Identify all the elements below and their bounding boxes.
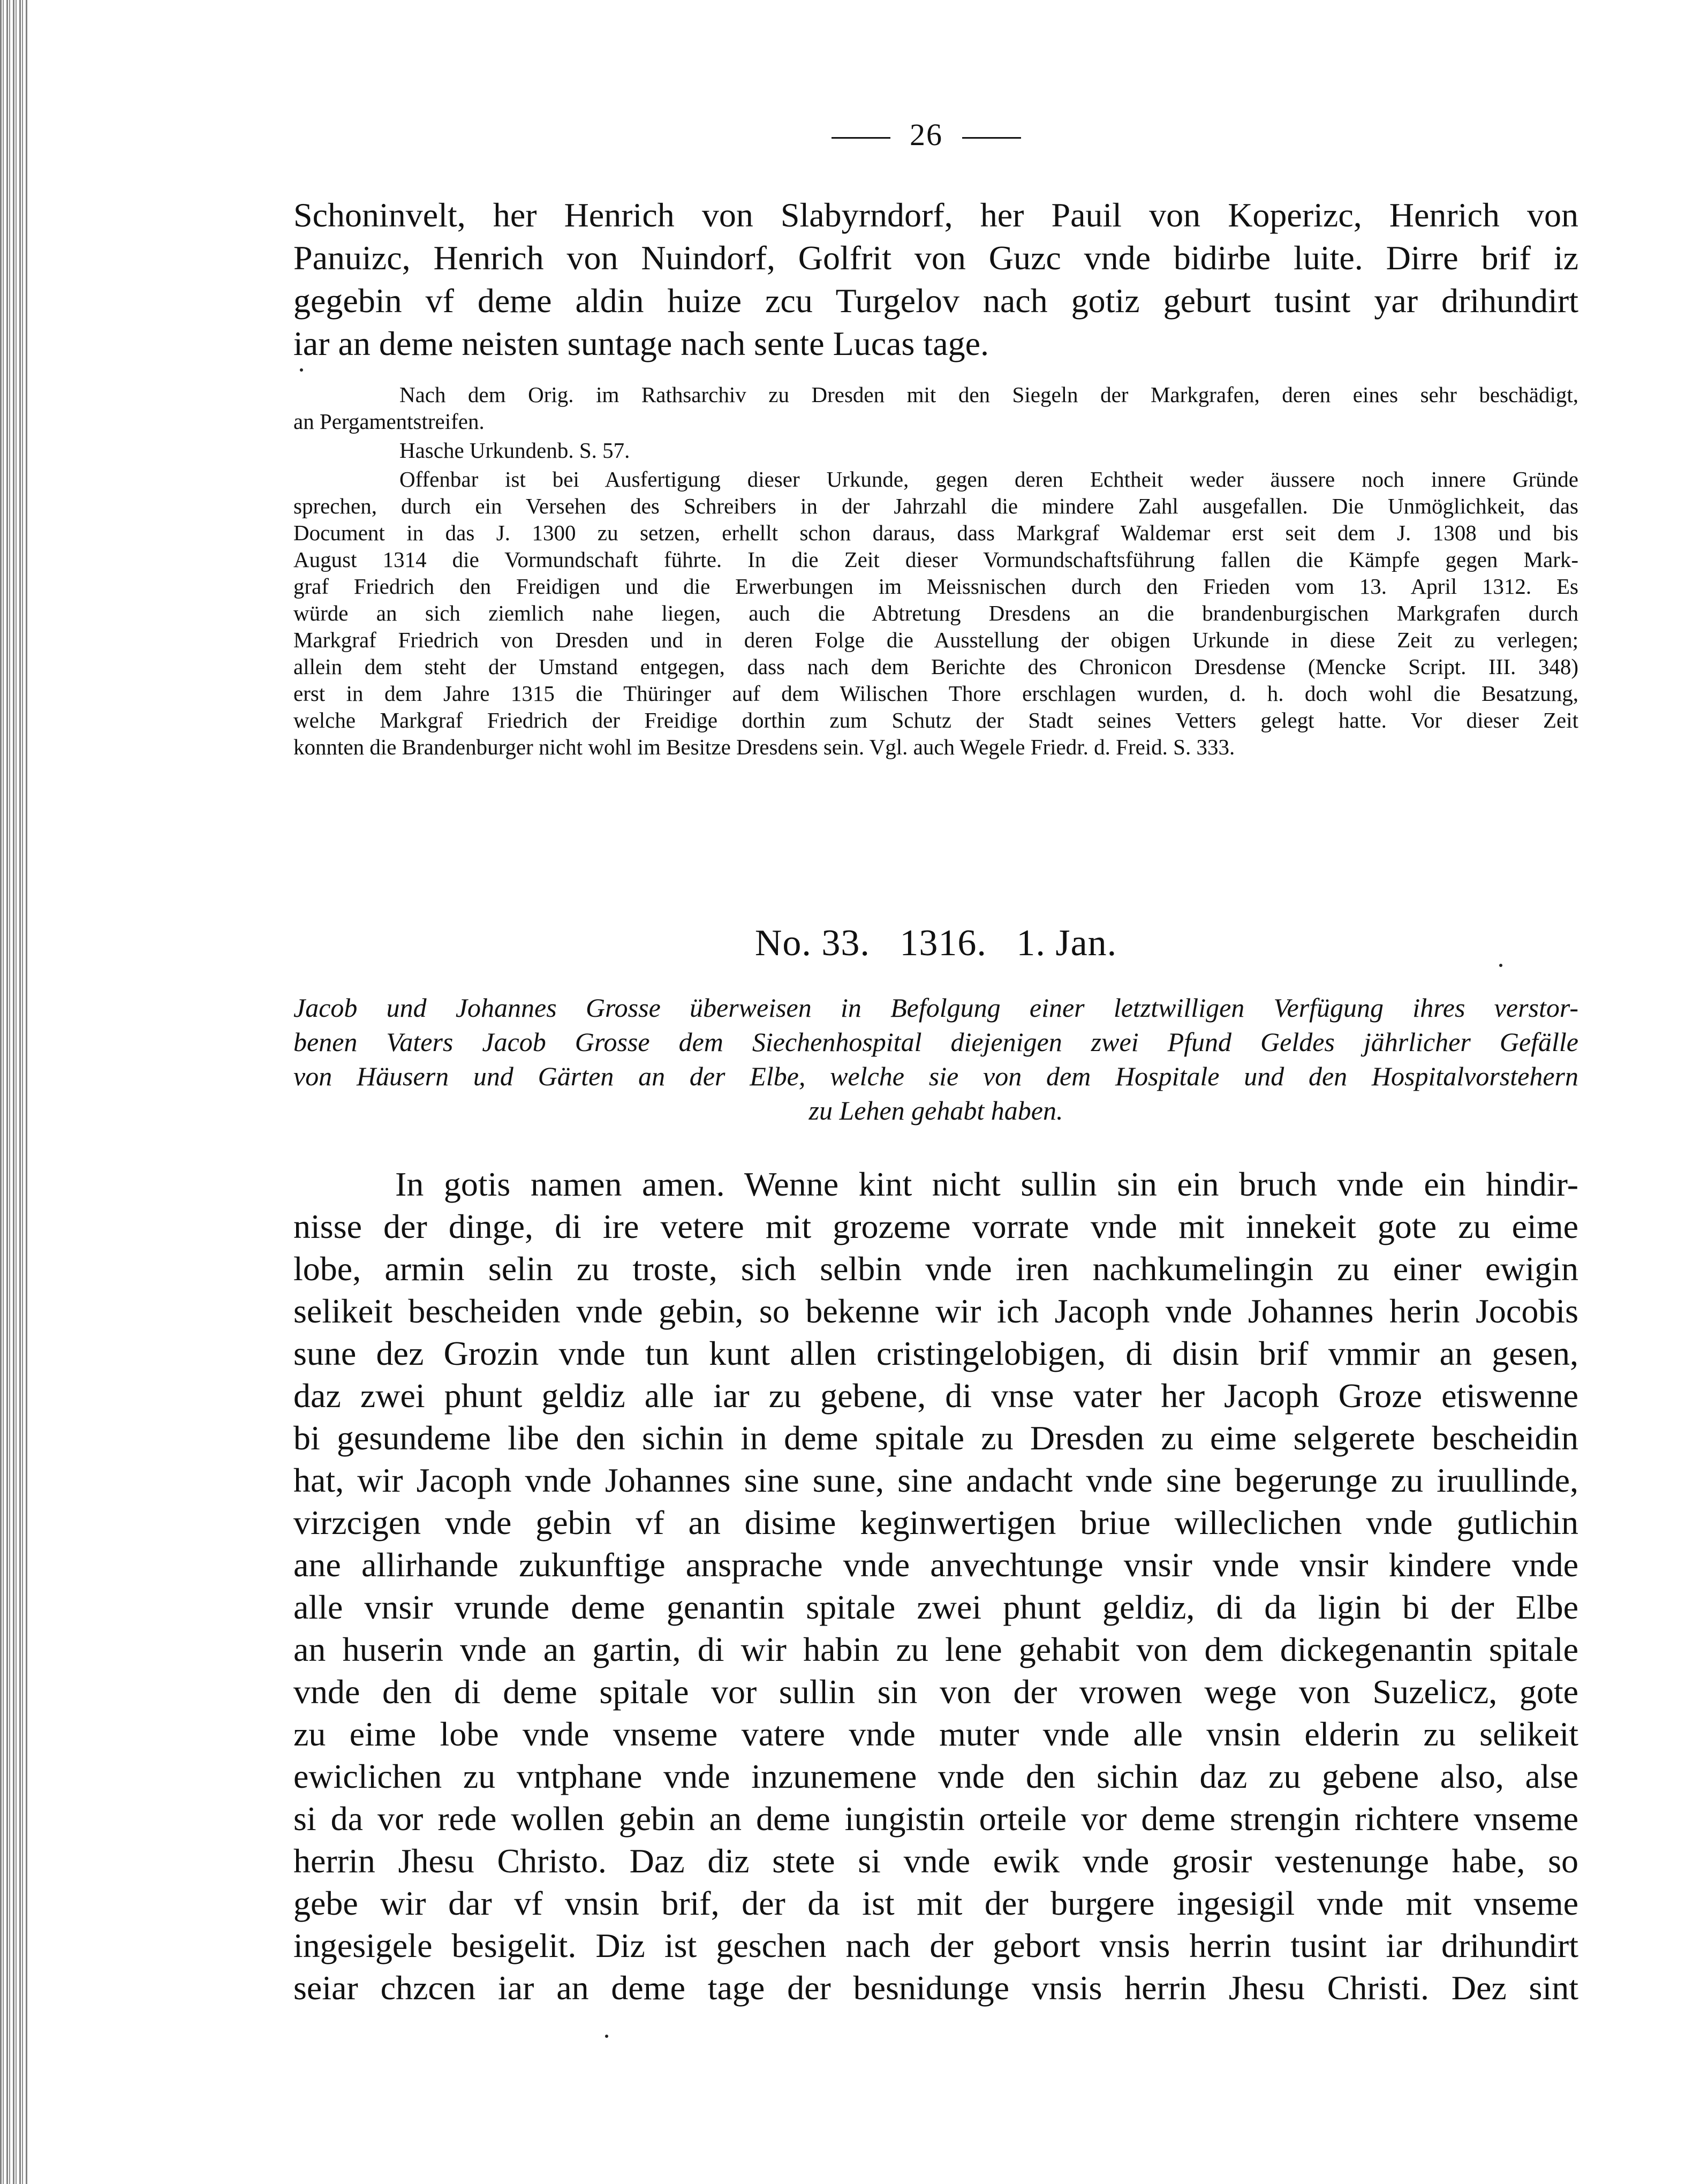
regest-line: Jacob und Johannes Grosse überweisen in Befolgung einer letztwilligen Verfügung ihres verstor- bbox=[293, 993, 1578, 1023]
page-number bbox=[776, 117, 1076, 153]
body-line: hat, wir Jacoph vnde Johannes sine sune, sine andacht vnde sine begerunge zu iruullinde, bbox=[293, 1461, 1578, 1499]
commentary-line: Markgraf Friedrich von Dresden und in deren Folge die Ausstellung der obigen Urkunde in diese Zeit zu verlegen; bbox=[293, 628, 1578, 652]
document-regest bbox=[293, 991, 1578, 1128]
regest-line: benen Vaters Jacob Grosse dem Siechenhospital diejenigen zwei Pfund Geldes jährlicher Gefälle bbox=[293, 1027, 1578, 1057]
document-heading: No. 33. 1316. 1. Jan. bbox=[754, 923, 1117, 964]
regest-line: zu Lehen gehabt haben. bbox=[808, 1095, 1063, 1125]
commentary-line: Offenbar ist bei Ausfertigung dieser Urkunde, gegen deren Echtheit weder äussere noch innere Gründe bbox=[399, 467, 1578, 492]
text-line: iar an deme neisten suntage nach sente Lucas tage. bbox=[293, 324, 989, 362]
regest-line: von Häusern und Gärten an der Elbe, welche sie von dem Hospitale und den Hospitalvorstehern bbox=[293, 1061, 1578, 1091]
commentary-line: erst in dem Jahre 1315 die Thüringer auf dem Wilischen Thore erschlagen wurden, d. h. doch wohl die Besatzung, bbox=[293, 681, 1578, 706]
body-line: vnde den di deme spitale vor sullin sin von der vrowen wege von Suzelicz, gote bbox=[293, 1673, 1578, 1711]
text-line: Schoninvelt, her Henrich von Slabyrndorf, her Pauil von Koperizc, Henrich von bbox=[293, 196, 1578, 234]
body-line: seiar chzcen iar an deme tage der besnidunge vnsis herrin Jhesu Christi. Dez sint bbox=[293, 1969, 1578, 2007]
print-speck bbox=[1499, 964, 1502, 967]
reference-note: Hasche Urkundenb. S. 57. bbox=[399, 438, 630, 463]
body-line: si da vor rede wollen gebin an deme iungistin orteile vor deme strengin richtere vnseme bbox=[293, 1800, 1578, 1838]
body-line: an huserin vnde an gartin, di wir habin zu lene gehabit von dem dickegenantin spitale bbox=[293, 1630, 1578, 1668]
text-line: Panuizc, Henrich von Nuindorf, Golfrit von Guzc vnde bidirbe luite. Dirre brif iz bbox=[293, 239, 1578, 277]
source-note-line: Nach dem Orig. im Rathsarchiv zu Dresden mit den Siegeln der Markgrafen, deren eines sehr beschädigt, bbox=[399, 382, 1578, 407]
commentary-line: welche Markgraf Friedrich der Freidige dorthin zum Schutz der Stadt seines Vetters gelegt hatte. Vor dieser Zeit bbox=[293, 708, 1578, 732]
book-binding-edge bbox=[0, 0, 28, 2184]
body-line: selikeit bescheiden vnde gebin, so bekenne wir ich Jacoph vnde Johannes herin Jocobis bbox=[293, 1292, 1578, 1330]
body-line: lobe, armin selin zu troste, sich selbin vnde iren nachkumelingin zu einer ewigin bbox=[293, 1250, 1578, 1288]
document-body bbox=[293, 1163, 1578, 2009]
body-line: In gotis namen amen. Wenne kint nicht sullin sin ein bruch vnde ein hindir- bbox=[395, 1165, 1578, 1203]
page-number-value: 26 bbox=[910, 117, 943, 152]
body-line: ingesigele besigelit. Diz ist geschen nach der gebort vnsis herrin tusint iar drihundirt bbox=[293, 1926, 1578, 1964]
commentary-line: konnten die Brandenburger nicht wohl im Besitze Dresdens sein. Vgl. auch Wegele Friedr. d. Freid. S. 333. bbox=[293, 735, 1235, 759]
page-number-dash-right bbox=[962, 137, 1021, 139]
commentary-line: sprechen, durch ein Versehen des Schreibers in der Jahrzahl die mindere Zahl ausgefallen. Die Unmöglichkeit, das bbox=[293, 494, 1578, 518]
commentary-line: allein dem steht der Umstand entgegen, dass nach dem Berichte des Chronicon Dresdense (Mencke Script. III. 348) bbox=[293, 654, 1578, 679]
body-line: alle vnsir vrunde deme genantin spitale zwei phunt geldiz, di da ligin bi der Elbe bbox=[293, 1588, 1578, 1626]
body-line: zu eime lobe vnde vnseme vatere vnde muter vnde alle vnsin elderin zu selikeit bbox=[293, 1715, 1578, 1753]
body-line: ane allirhande zukunftige ansprache vnde anvechtunge vnsir vnde vnsir kindere vnde bbox=[293, 1546, 1578, 1584]
commentary-line: graf Friedrich den Freidigen und die Erwerbungen im Meissnischen durch den Frieden vom 13. April 1312. Es bbox=[293, 574, 1578, 599]
print-speck bbox=[300, 368, 303, 372]
print-speck bbox=[605, 2035, 608, 2038]
commentary-line: würde an sich ziemlich nahe liegen, auch die Abtretung Dresdens an die brandenburgischen Markgrafen durch bbox=[293, 601, 1578, 625]
commentary-line: Document in das J. 1300 zu setzen, erhellt schon daraus, dass Markgraf Waldemar erst seit dem J. 1308 und bis bbox=[293, 520, 1578, 545]
text-line: gegebin vf deme aldin huize zcu Turgelov nach gotiz geburt tusint yar drihundirt bbox=[293, 282, 1578, 320]
body-line: virzcigen vnde gebin vf an disime keginwertigen briue willeclichen vnde gutlichin bbox=[293, 1503, 1578, 1541]
body-line: ewiclichen zu vntphane vnde inzunemene vnde den sichin daz zu gebene also, alse bbox=[293, 1757, 1578, 1795]
body-line: daz zwei phunt geldiz alle iar zu gebene, di vnse vater her Jacoph Groze etiswenne bbox=[293, 1377, 1578, 1415]
body-line: nisse der dinge, di ire vetere mit grozeme vorrate vnde mit innekeit gote zu eime bbox=[293, 1207, 1578, 1245]
page-number-dash-left bbox=[832, 137, 890, 139]
commentary-line: August 1314 die Vormundschaft führte. In die Zeit dieser Vormundschaftsführung fallen die Kämpfe gegen Mark- bbox=[293, 547, 1578, 572]
body-line: bi gesundeme libe den sichin in deme spitale zu Dresden zu eime selgerete bescheidin bbox=[293, 1419, 1578, 1457]
body-line: gebe wir dar vf vnsin brif, der da ist mit der burgere ingesigil vnde mit vnseme bbox=[293, 1884, 1578, 1922]
continued-document-text bbox=[293, 194, 1578, 365]
body-line: herrin Jhesu Christo. Daz diz stete si vnde ewik vnde grosir vestenunge habe, so bbox=[293, 1842, 1578, 1880]
editorial-notes bbox=[293, 381, 1578, 760]
body-line: sune dez Grozin vnde tun kunt allen cristingelobigen, di disin brif vmmir an gesen, bbox=[293, 1334, 1578, 1372]
source-note-line: an Pergamentstreifen. bbox=[293, 409, 485, 434]
